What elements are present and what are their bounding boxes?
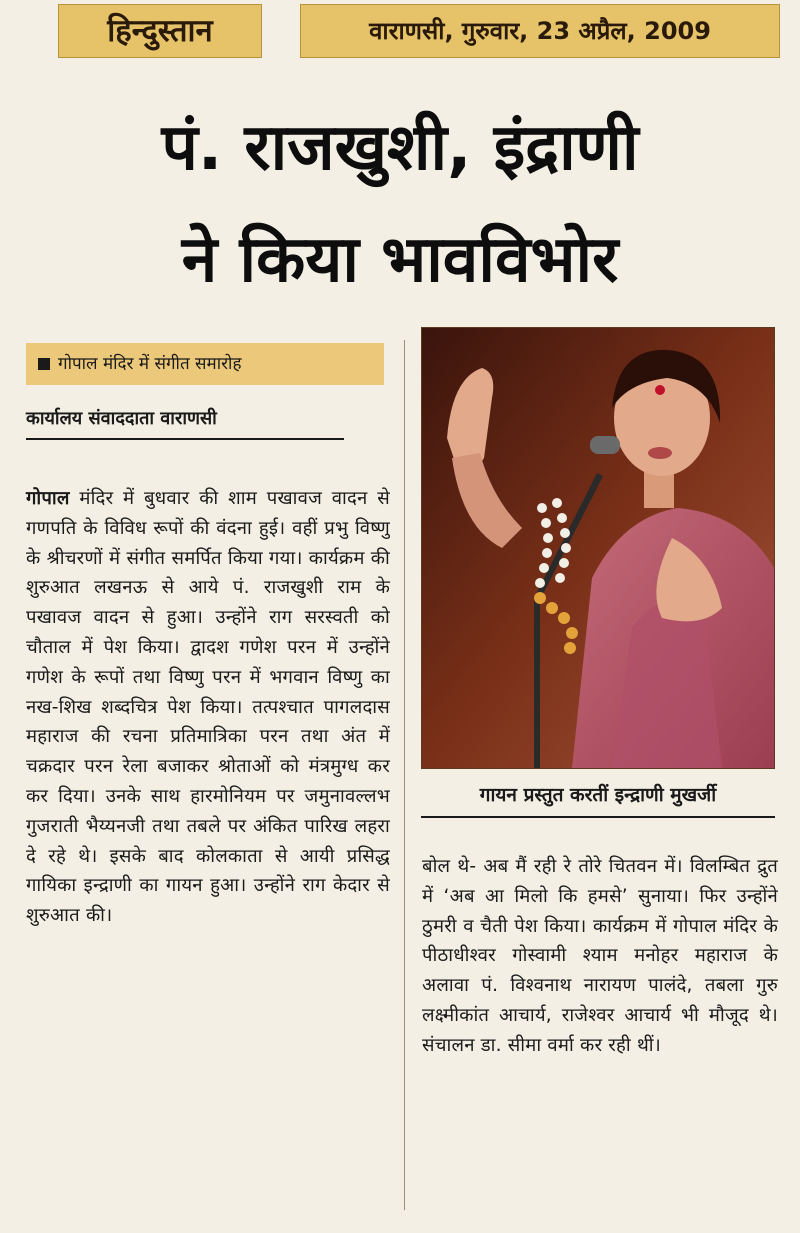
byline: कार्यालय संवाददाता वाराणसी [26, 404, 344, 440]
newspaper-logo: हिन्दुस्तान [58, 4, 262, 58]
singer-photo-icon [422, 328, 774, 768]
singer-photo [421, 327, 775, 769]
article-column-left [26, 484, 390, 931]
photo-caption: गायन प्रस्तुत करतीं इन्द्राणी मुखर्जी [421, 776, 775, 818]
headline [14, 92, 786, 316]
headline-line-2: ने किया भावविभोर [181, 223, 619, 297]
bullet-square-icon [38, 358, 50, 370]
masthead [0, 0, 800, 62]
article-column-right: बोल थे- अब मैं रही रे तोरे चितवन में। विलम्बित द्रुत में ‘अब आ मिलो कि हमसे’ सुनाया। फिर उन्होंने ठुमरी व चैती पेश किया। कार्यक्रम में गोपाल मंदिर के पीठाधीश्वर गोस्वामी श्याम मनोहर महाराज के अलावा पं. विश्वनाथ नारायण पालंदे, तबला गुरु लक्ष्मीकांत आचार्य, राजेश्वर आचार्य भी मौजूद थे। संचालन डा. सीमा वर्मा कर रही थीं। [422, 856, 778, 1056]
kicker-text: गोपाल मंदिर में संगीत समारोह [58, 354, 242, 374]
headline-line-1: पं. राजखुशी, इंद्राणी [161, 111, 639, 185]
column-divider [404, 340, 405, 1210]
lead-word: गोपाल [26, 488, 70, 509]
article-body-left: मंदिर में बुधवार की शाम पखावज वादन से गणपति के विविध रूपों की वंदना हुई। वहीं प्रभु विष्णु के श्रीचरणों में संगीत समर्पित किया गया। कार्यक्रम की शुरुआत लखनऊ से आये पं. राजखुशी राम के पखावज वादन से हुआ। उन्होंने राग सरस्वती को चौताल में पेश किया। द्वादश गणेश परन में उन्होंने गणेश के रूपों तथा विष्णु परन में भगवान विष्णु का नख-शिख शब्दचित्र पेश किया। तत्पश्चात पागलदास महाराज की रचना प्रतिमात्रिका परन तथा अंत में चक्रदार परन रेला बजाकर श्रोताओं को मंत्रमुग्ध कर कर दिया। उनके साथ हारमोनियम पर जमुनावल्लभ गुजराती भैय्यनजी तथा तबले पर अंकित पारिख लहरा दे रहे थे। इसके बाद कोलकाता से आयी प्रसिद्ध गायिका इन्द्राणी का गायन हुआ। उन्होंने राग केदार से शुरुआत की। [26, 488, 390, 927]
kicker [26, 343, 384, 385]
dateline: वाराणसी, गुरुवार, 23 अप्रैल, 2009 [300, 4, 780, 58]
